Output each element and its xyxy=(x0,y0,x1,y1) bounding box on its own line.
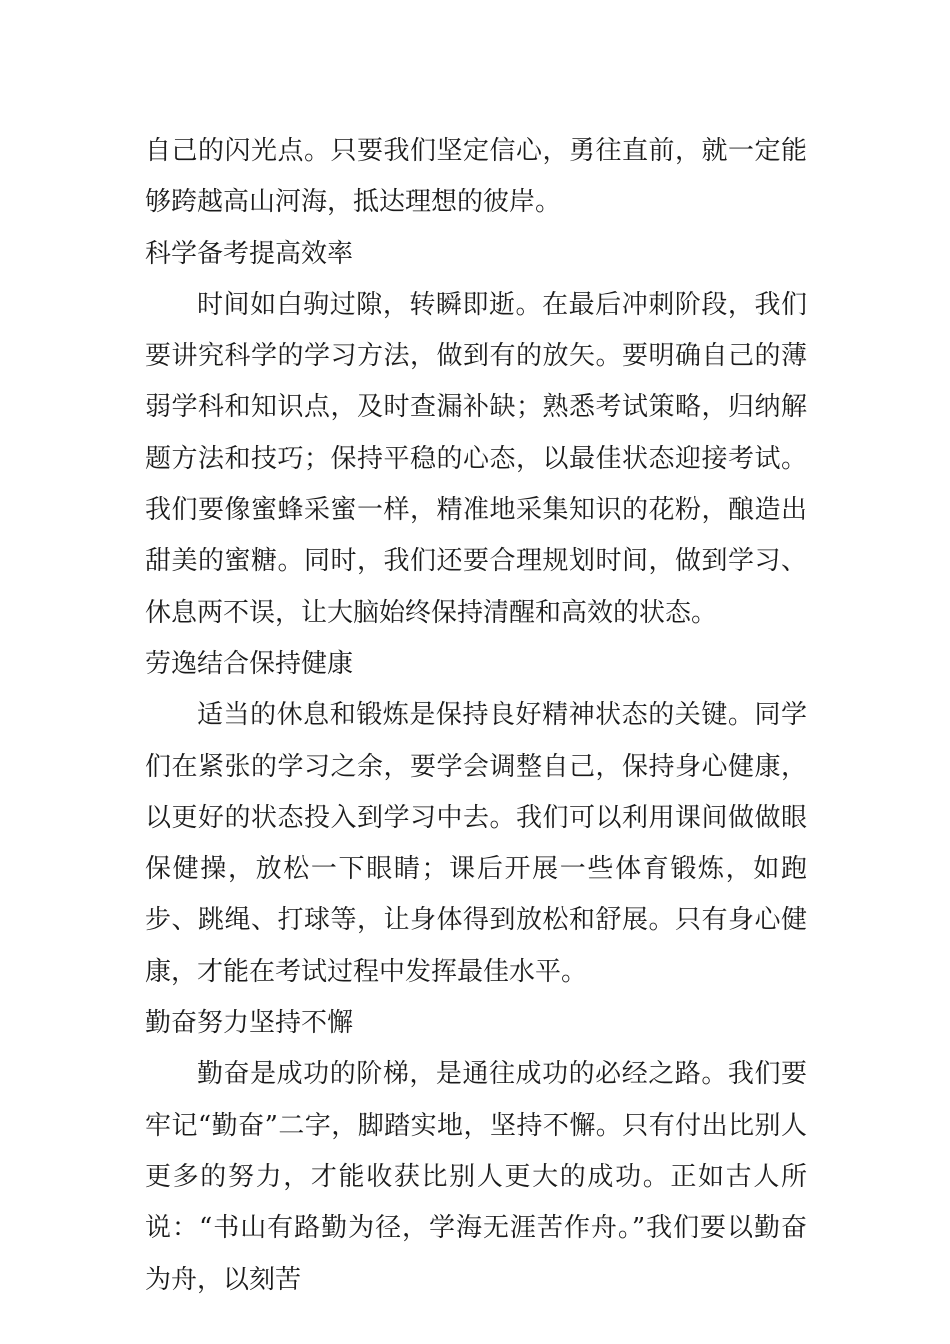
section-heading-health: 劳逸结合保持健康 xyxy=(145,648,354,679)
paragraph-diligence: 勤奋是成功的阶梯，是通往成功的必经之路。我们要牢记“勤奋”二字，脚踏实地，坚持不懈。只有付出比别人更多的努力，才能收获比别人更大的成功。正如古人所说：“书山有路勤为径，学海无涯苦作舟。”我们要以勤奋为舟，以刻苦 xyxy=(145,1059,807,1295)
document-body xyxy=(145,126,807,1306)
section-heading-diligence: 勤奋努力坚持不懈 xyxy=(145,1008,354,1039)
paragraph-health: 适当的休息和锻炼是保持良好精神状态的关键。同学们在紧张的学习之余，要学会调整自己，保持身心健康，以更好的状态投入到学习中去。我们可以利用课间做做眼保健操，放松一下眼睛；课后开展一些体育锻炼，如跑步、跳绳、打球等，让身体得到放松和舒展。只有身心健康，才能在考试过程中发挥最佳水平。 xyxy=(145,700,807,987)
continuation-paragraph: 自己的闪光点。只要我们坚定信心，勇往直前，就一定能够跨越高山河海，抵达理想的彼岸。 xyxy=(145,136,807,218)
section-heading-efficient-study: 科学备考提高效率 xyxy=(145,238,354,269)
paragraph-efficient-study: 时间如白驹过隙，转瞬即逝。在最后冲刺阶段，我们要讲究科学的学习方法，做到有的放矢。要明确自己的薄弱学科和知识点，及时查漏补缺；熟悉考试策略，归纳解题方法和技巧；保持平稳的心态，以最佳状态迎接考试。我们要像蜜蜂采蜜一样，精准地采集知识的花粉，酿造出甜美的蜜糖。同时，我们还要合理规划时间，做到学习、休息两不误，让大脑始终保持清醒和高效的状态。 xyxy=(145,289,807,628)
